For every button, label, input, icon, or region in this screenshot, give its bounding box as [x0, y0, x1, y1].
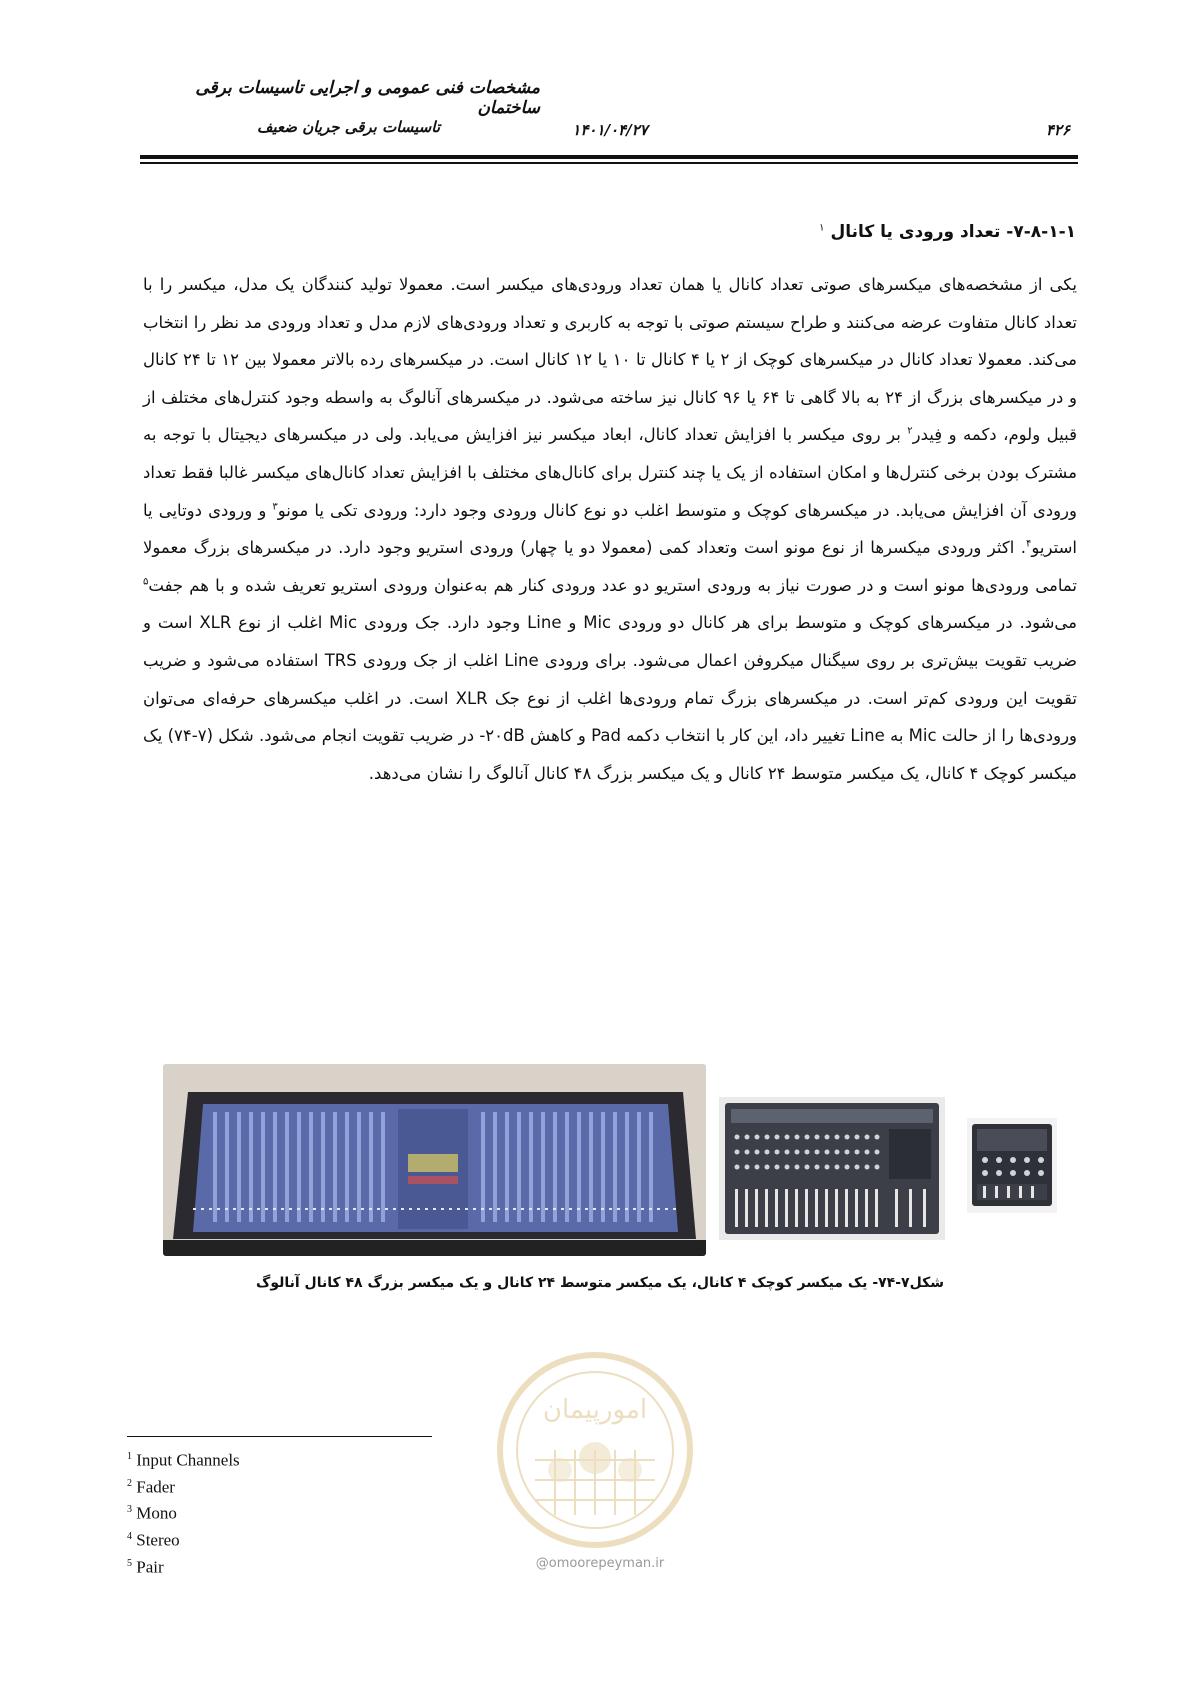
paragraph-part-4: . اکثر ورودی میکسرها از نوع مونو است وتعداد کمی (معمولا دو یا چهار) ورودی استریو وجود دارد. در میکسرهای بزرگ معمولا تمامی ورودی‌ها مونو است و در صورت نیاز به ورودی استریو دو عدد ورودی کنار هم به‌عنوان ورودی استریو تعریف شده و با هم جفت	[143, 538, 1077, 595]
footnote-item: $^1$ Input Channels	[127, 1450, 240, 1470]
watermark-logo-text: امورپیمان	[542, 1395, 648, 1425]
footnote-ref-5: ۵	[143, 576, 149, 588]
header-rule-thin	[140, 162, 1078, 164]
paragraph-part-3: و ورودی دوتایی یا استریو	[143, 500, 1077, 558]
footnote-ref-4: ۴	[1026, 538, 1032, 550]
paragraph-part-1: یکی از مشخصه‌های میکسرهای صوتی تعداد کانال یا همان تعداد ورودی‌های میکسر است. معمولا تولید کنندگان یک مدل، میکسر را با تعداد کانال متفاوت عرضه می‌کنند و طراح سیستم صوتی با توجه به کاربری و تعداد ورودی‌های لازم مدل و تعداد ورودی مد نظر را انتخاب می‌کند. معمولا تعداد کانال در میکسرهای کوچک از ۲ یا ۴ کانال تا ۱۰ یا ۱۲ کانال است. در میکسرهای رده بالاتر معمولا بین ۱۲ تا ۲۴ کانال و در میکسرهای بزرگ از ۲۴ به بالا گاهی تا ۶۴ یا ۹۶ کانال نیز ساخته می‌شود. در میکسرهای آنالوگ به واسطه وجود کنترل‌های مختلف از قبیل ولوم، دکمه و فِیدر	[143, 275, 1078, 445]
mixer-48-channel-image	[163, 1064, 706, 1256]
paragraph-part-2: بر روی میکسر با افزایش تعداد کانال، ابعاد میکسر نیز افزایش می‌یابد. ولی در میکسرهای دیجیتال با توجه به مشترک بودن برخی کنترل‌ها و امکان استفاده از یک یا چند کنترل برای کانال‌های مختلف با افزایش تعداد کانال‌های میکسر غالبا فقط تعداد ورودی آن افزایش می‌یابد. در میکسرهای کوچک و متوسط اغلب دو نوع کانال ورودی وجود دارد: ورودی تکی یا مونو	[143, 425, 1077, 520]
footnotes	[127, 1445, 527, 1578]
section-heading	[600, 222, 1076, 242]
footnote-ref-1: ۱	[819, 222, 825, 234]
section-heading-text: ۷-۸-۱-۱- تعداد ورودی یا کانال	[830, 222, 1076, 242]
document-date: ۱۴۰۱/۰۴/۲۷	[572, 121, 648, 139]
footnote-ref-2: ۲	[907, 425, 913, 437]
watermark-site: @omoorepeyman.ir	[535, 1556, 665, 1571]
footnote-item: $^2$ Fader	[127, 1477, 175, 1497]
paragraph-part-5: می‌شود. در میکسرهای کوچک و متوسط برای هر کانال دو ورودی Mic و Line وجود دارد. جک ورودی Mic اغلب از نوع XLR است و ضریب تقویت بیش‌تری بر روی سیگنال میکروفن اعمال می‌شود. برای ورودی Line اغلب از جک ورودی TRS استفاده می‌شود و ضریب تقویت این ورودی کم‌تر است. در میکسرهای بزرگ تمام ورودی‌ها اغلب از نوع جک XLR است. در اغلب میکسرهای حرفه‌ای می‌توان ورودی‌ها را از حالت Mic به Line تغییر داد، این کار با انتخاب دکمه Pad و کاهش ۲۰dB- در ضریب تقویت انجام می‌شود. شکل (۷-۷۴) یک میکسر کوچک ۴ کانال، یک میکسر متوسط ۲۴ کانال و یک میکسر بزرگ ۴۸ کانال آنالوگ را نشان می‌دهد.	[143, 613, 1078, 783]
page-number: ۴۲۶	[1045, 121, 1070, 139]
header-rule-thick	[140, 155, 1078, 159]
footnote-ref-3: ۳	[272, 501, 278, 513]
footnote-rule	[127, 1436, 432, 1437]
mixer-24-channel-image	[719, 1097, 945, 1240]
figure-caption: شکل۷-۷۴- یک میکسر کوچک ۴ کانال، یک میکسر متوسط ۲۴ کانال و یک میکسر بزرگ ۴۸ کانال آنالوگ	[255, 1275, 944, 1291]
footnote-item: $^5$ Pair	[127, 1557, 164, 1577]
body-paragraph	[143, 266, 1077, 792]
document-title: مشخصات فنی عمومی و اجرایی تاسیسات برقی ساختمان	[195, 78, 540, 118]
document-subtitle: تاسیسات برقی جریان ضعیف	[256, 118, 440, 136]
footnote-item: $^4$ Stereo	[127, 1530, 180, 1550]
mixer-4-channel-image	[967, 1118, 1057, 1213]
footnote-item: $^3$ Mono	[127, 1503, 177, 1523]
